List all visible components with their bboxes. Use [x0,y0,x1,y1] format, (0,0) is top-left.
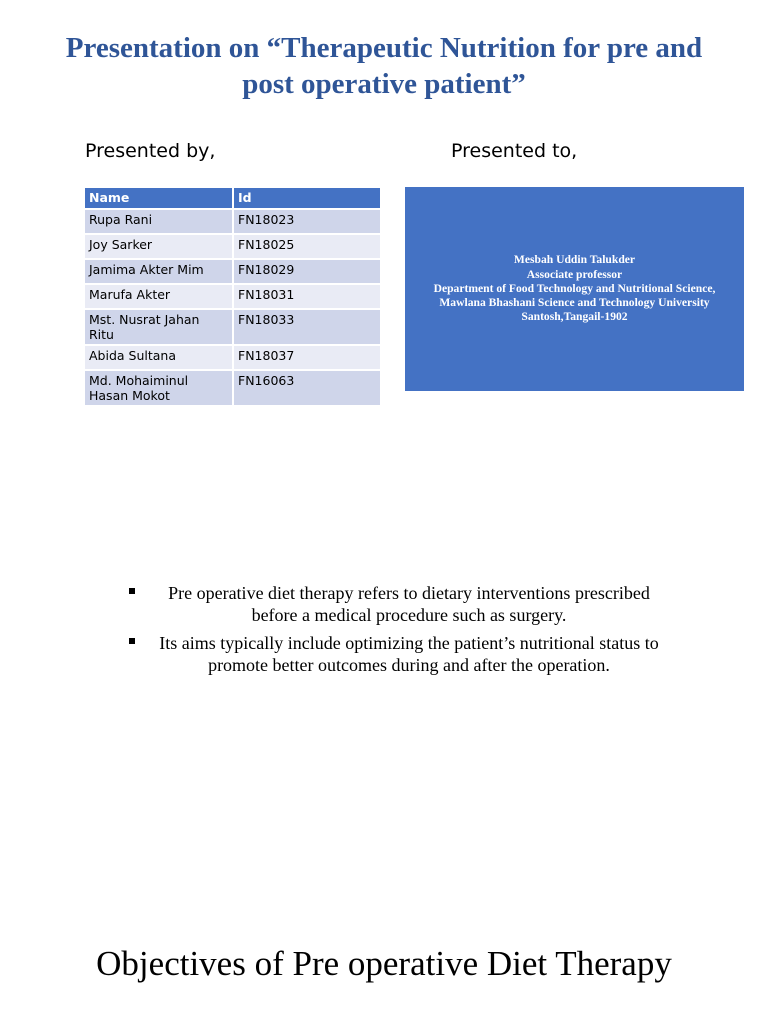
bullet-text: Pre operative diet therapy refers to dietary interventions prescribed before a medical procedure such as surgery. [168,583,650,625]
member-name: Abida Sultana [85,345,233,370]
members-table [85,188,380,407]
supervisor-address: Santosh,Tangail-1902 [521,310,628,324]
member-id: FN18033 [233,309,380,345]
member-id: FN18029 [233,259,380,284]
supervisor-name: Mesbah Uddin Talukder [513,253,636,267]
supervisor-university: Mawlana Bhashani Science and Technology University [439,296,710,310]
member-id: FN16063 [233,370,380,406]
presented-by-label: Presented by, [85,140,216,162]
member-id: FN18023 [233,209,380,234]
member-name: Marufa Akter [85,284,233,309]
bullet-item [125,633,685,676]
member-id: FN18031 [233,284,380,309]
member-name: Joy Sarker [85,234,233,259]
member-id: FN18037 [233,345,380,370]
table-row [85,234,380,259]
square-bullet-icon [129,638,135,644]
presented-to-label: Presented to, [451,140,578,162]
presentation-title: Presentation on “Therapeutic Nutrition for pre and post operative patient” [65,32,703,100]
member-name: Mst. Nusrat Jahan Ritu [85,309,233,345]
column-header-name: Name [85,188,233,209]
supervisor-designation: Associate professor [526,267,623,281]
table-row [85,259,380,284]
column-header-id: Id [233,188,380,209]
square-bullet-icon [129,588,135,594]
member-name: Md. Mohaiminul Hasan Mokot [85,370,233,406]
member-id: FN18025 [233,234,380,259]
table-row [85,370,380,406]
table-header-row [85,188,380,209]
table-row [85,309,380,345]
supervisor-department: Department of Food Technology and Nutritional Science, [433,281,716,295]
member-name: Jamima Akter Mim [85,259,233,284]
bullet-item [125,583,685,626]
bullet-text: Its aims typically include optimizing the patient’s nutritional status to promote better outcomes during and after the operation. [159,633,659,675]
section-heading: Objectives of Pre operative Diet Therapy [96,944,672,983]
table-row [85,284,380,309]
member-name: Rupa Rani [85,209,233,234]
table-row [85,209,380,234]
presented-to-box [405,187,744,391]
bullet-list [125,583,685,683]
table-row [85,345,380,370]
